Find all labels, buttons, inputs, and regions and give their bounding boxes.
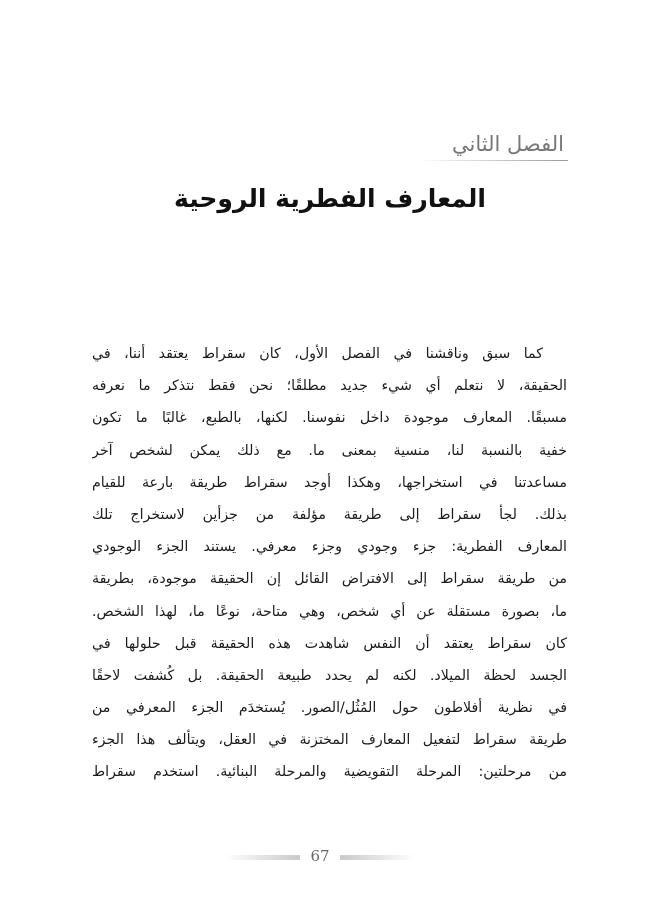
- text-line: طريقة سقراط لتفعيل المعارف المختزنة في العقل، ويتألف هذا الجزء: [92, 732, 567, 749]
- body-paragraph: [92, 338, 567, 789]
- text-line: الحقيقة، لا نتعلم أي شيء جديد مطلقًا؛ نحن فقط نتذكر ما نعرفه: [92, 378, 567, 395]
- text-line: ما، بصورة مستقلة عن أي شخص، وهي متاحة، نوعًا ما، لهذا الشخص.: [92, 603, 567, 620]
- page-number: 67: [310, 847, 330, 865]
- chapter-label: الفصل الثاني: [452, 132, 564, 156]
- chapter-label-underline: [418, 160, 568, 161]
- text-line: من مرحلتين: المرحلة التقويضية والمرحلة البنائية. استخدم سقراط: [92, 764, 567, 781]
- text-line: مساعدتنا في استخراجها، وهكذا أوجد سقراط طريقة بارعة للقيام: [92, 474, 567, 491]
- text-line: خفية بالنسبة لنا، منسية بمعنى ما. مع ذلك يمكن لشخص آخر: [92, 442, 567, 459]
- text-line: كما سبق وناقشنا في الفصل الأول، كان سقراط يعتقد أننا، في: [92, 346, 543, 362]
- text-line: من طريقة سقراط إلى الافتراض القائل إن الحقيقة موجودة، بطريقة: [92, 571, 567, 588]
- text-line: بذلك. لجأ سقراط إلى طريقة مؤلفة من جزأين لاستخراج تلك: [92, 506, 567, 523]
- text-line: المعارف الفطرية: جزء وجودي وجزء معرفي. يستند الجزء الوجودي: [92, 539, 567, 556]
- text-line: الجسد لحظة الميلاد. لكنه لم يحدد طبيعة الحقيقة. بل كُشفت لاحقًا: [92, 667, 567, 684]
- text-line: في نظرية أفلاطون حول المُثُل/الصور. يُستخدَم الجزء المعرفي من: [92, 700, 567, 717]
- footer-decoration-left: [225, 855, 300, 860]
- text-line: مسبقًا. المعارف موجودة داخل نفوسنا. لكنها، بالطبع، غالبًا ما تكون: [92, 410, 567, 427]
- page-footer: [0, 845, 660, 869]
- footer-decoration-right: [340, 855, 415, 860]
- chapter-title: المعارف الفطرية الروحية: [174, 184, 486, 213]
- text-line: كان سقراط يعتقد أن النفس شاهدت هذه الحقيقة قبل حلولها في: [92, 635, 567, 652]
